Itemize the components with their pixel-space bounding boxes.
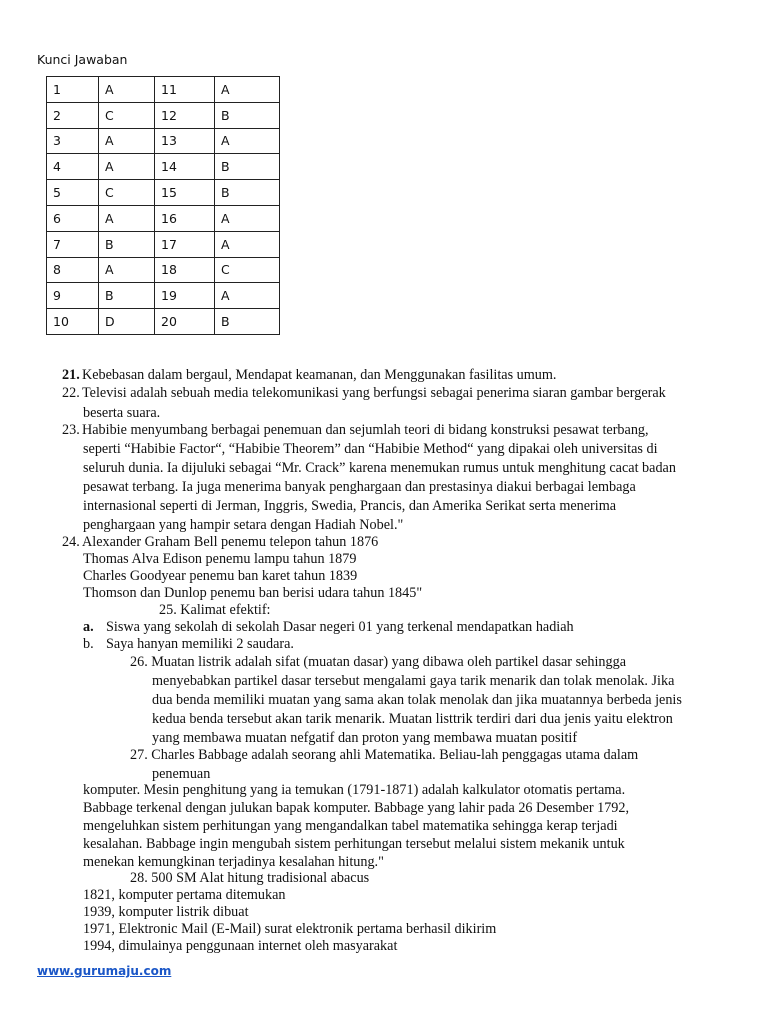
table-row <box>47 205 280 231</box>
answer-26-line-5: yang membawa muatan nefgatif dan proton yang membawa muatan positif <box>152 730 578 746</box>
table-row <box>47 154 280 180</box>
answer-key-table <box>46 76 280 335</box>
answer-28-line-4: 1971, Elektronic Mail (E-Mail) surat elektronik pertama berhasil dikirim <box>83 921 497 937</box>
answer-letter-cell: A <box>99 154 155 180</box>
answer-25-heading: 25. Kalimat efektif: <box>159 602 271 618</box>
website-link[interactable]: www.gurumaju.com <box>37 964 172 978</box>
answer-letter-cell: A <box>215 231 280 257</box>
answer-22-line-2: beserta suara. <box>83 405 161 421</box>
answer-letter-cell: A <box>99 257 155 283</box>
answer-28-line-5: 1994, dimulainya penggunaan internet oleh masyarakat <box>83 938 398 954</box>
answer-27-line-2: penemuan <box>152 766 211 782</box>
answer-27-line-4: Babbage terkenal dengan julukan bapak komputer. Babbage yang lahir pada 26 Desember 1792, <box>83 800 630 816</box>
question-number-cell: 8 <box>47 257 99 283</box>
question-number-cell: 19 <box>155 283 215 309</box>
answer-26-line-2: menyebabkan partikel dasar tersebut mengalami gaya tarik menarik dan tolak menolak. Jika <box>152 673 675 689</box>
answer-letter-cell: C <box>99 180 155 206</box>
answer-letter-cell: B <box>215 154 280 180</box>
page-title: Kunci Jawaban <box>37 52 128 67</box>
table-row <box>47 231 280 257</box>
question-number-cell: 3 <box>47 128 99 154</box>
answer-26-line-4: kedua benda tersebut akan tarik menarik. Muatan listtrik terdiri dari dua jenis yaitu elektron <box>152 711 673 727</box>
question-number-cell: 14 <box>155 154 215 180</box>
answer-23-line-1: 23. Habibie menyumbang berbagai penemuan dan sejumlah teori di bidang konstruksi pesawat terbang, <box>62 422 649 438</box>
answer-27-line-7: menekan kemungkinan terjadinya kesalahan hitung." <box>83 854 384 870</box>
answer-letter-cell: A <box>215 77 280 103</box>
question-number-cell: 15 <box>155 180 215 206</box>
question-number-cell: 13 <box>155 128 215 154</box>
table-row <box>47 309 280 335</box>
answer-letter-cell: B <box>99 283 155 309</box>
answer-28-line-1: 28. 500 SM Alat hitung tradisional abacus <box>130 870 370 886</box>
answer-letter-cell: A <box>99 77 155 103</box>
question-number-cell: 20 <box>155 309 215 335</box>
table-row <box>47 102 280 128</box>
answer-26-line-3: dua benda memiliki muatan yang sama akan tolak menolak dan jika muatannya berbeda jenis <box>152 692 682 708</box>
answer-letter-cell: A <box>215 205 280 231</box>
question-number-cell: 2 <box>47 102 99 128</box>
answer-25-a: a. Siswa yang sekolah di sekolah Dasar negeri 01 yang terkenal mendapatkan hadiah <box>83 619 574 635</box>
table-row <box>47 283 280 309</box>
answer-23-line-3: seluruh dunia. Ia dijuluki sebagai “Mr. Crack” karena menemukan rumus untuk menghitung cacat badan <box>83 460 676 476</box>
answer-27-line-6: kesalahan. Babbage ingin mengubah sistem perhitungan tersebut melalui sistem mekanik untuk <box>83 836 625 852</box>
answer-23-line-2: seperti “Habibie Factor“, “Habibie Theorem” dan “Habibie Method“ yang dipakai oleh universitas di <box>83 441 658 457</box>
answer-23-line-4: pesawat terbang. Ia juga menerima banyak penghargaan dan prestasinya diakui berbagai lembaga <box>83 479 636 495</box>
question-number-cell: 17 <box>155 231 215 257</box>
answer-letter-cell: A <box>99 205 155 231</box>
table-row <box>47 257 280 283</box>
answer-28-line-3: 1939, komputer listrik dibuat <box>83 904 249 920</box>
answer-letter-cell: C <box>99 102 155 128</box>
question-number-cell: 10 <box>47 309 99 335</box>
answer-letter-cell: B <box>99 231 155 257</box>
answer-letter-cell: B <box>215 180 280 206</box>
answer-24-line-1: 24. Alexander Graham Bell penemu telepon tahun 1876 <box>62 534 379 550</box>
answer-28-line-2: 1821, komputer pertama ditemukan <box>83 887 286 903</box>
question-number-cell: 11 <box>155 77 215 103</box>
question-number-cell: 5 <box>47 180 99 206</box>
answer-26-line-1: 26. Muatan listrik adalah sifat (muatan dasar) yang dibawa oleh partikel dasar sehingga <box>130 654 627 670</box>
answer-21: 21. Kebebasan dalam bergaul, Mendapat keamanan, dan Menggunakan fasilitas umum. <box>62 367 557 383</box>
table-row <box>47 77 280 103</box>
answer-letter-cell: A <box>99 128 155 154</box>
answer-27-line-1: 27. Charles Babbage adalah seorang ahli Matematika. Beliau-lah penggagas utama dalam <box>130 747 639 763</box>
question-number-cell: 6 <box>47 205 99 231</box>
answer-24-line-2: Thomas Alva Edison penemu lampu tahun 1879 <box>83 551 357 567</box>
answer-25-b: b. Saya hanyan memiliki 2 saudara. <box>83 636 294 652</box>
answer-letter-cell: B <box>215 309 280 335</box>
answer-23-line-5: internasional seperti di Jerman, Inggris, Swedia, Prancis, dan Amerika Serikat serta menerima <box>83 498 617 514</box>
question-number-cell: 4 <box>47 154 99 180</box>
answer-27-line-3: komputer. Mesin penghitung yang ia temukan (1791-1871) adalah kalkulator otomatis pertama. <box>83 782 626 798</box>
question-number-cell: 1 <box>47 77 99 103</box>
answer-letter-cell: D <box>99 309 155 335</box>
question-number-cell: 18 <box>155 257 215 283</box>
table-row <box>47 180 280 206</box>
question-number-cell: 12 <box>155 102 215 128</box>
answer-23-line-6: penghargaan yang hampir setara dengan Hadiah Nobel." <box>83 517 404 533</box>
answer-24-line-3: Charles Goodyear penemu ban karet tahun 1839 <box>83 568 358 584</box>
answer-24-line-4: Thomson dan Dunlop penemu ban berisi udara tahun 1845" <box>83 585 423 601</box>
answer-letter-cell: C <box>215 257 280 283</box>
question-number-cell: 7 <box>47 231 99 257</box>
question-number-cell: 9 <box>47 283 99 309</box>
answer-22-line-1: 22. Televisi adalah sebuah media telekomunikasi yang berfungsi sebagai penerima siaran gambar bergerak <box>62 385 666 401</box>
answer-letter-cell: A <box>215 128 280 154</box>
question-number-cell: 16 <box>155 205 215 231</box>
answer-letter-cell: B <box>215 102 280 128</box>
answer-27-line-5: mengeluhkan sistem perhitungan yang mengandalkan tabel matematika sehingga kerap terjadi <box>83 818 618 834</box>
answer-letter-cell: A <box>215 283 280 309</box>
table-row <box>47 128 280 154</box>
